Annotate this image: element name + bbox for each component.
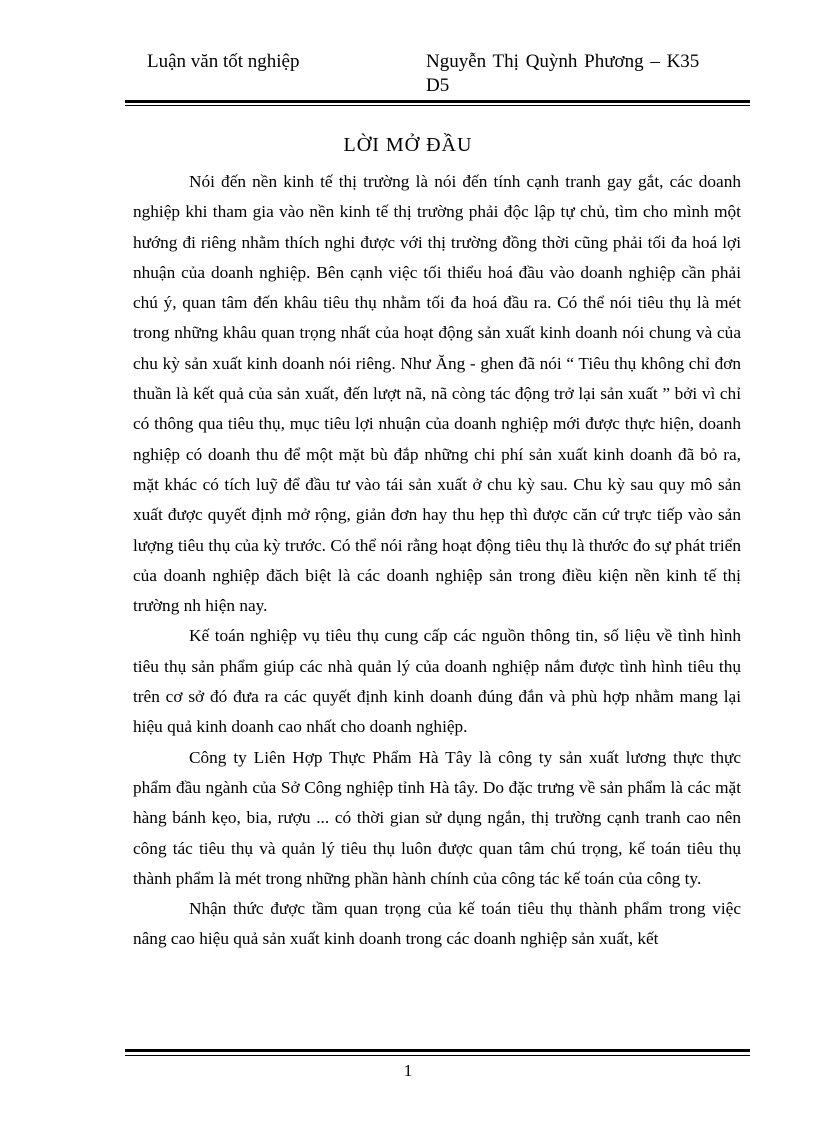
header-rule-thin (125, 105, 750, 106)
footer-rule-thin (125, 1055, 750, 1056)
header-author-line1: Nguyễn Thị Quỳnh Phương – K35 (426, 51, 700, 72)
page-number: 1 (403, 1061, 413, 1080)
page-title: LỜI MỞ ĐẦU (343, 134, 473, 156)
body-paragraph-4: Nhận thức được tầm quan trọng của kế toán tiêu thụ thành phẩm trong việc nâng cao hiệu quả sản xuất kinh doanh trong các doanh nghiệp sản xuất, kết (133, 899, 741, 949)
header-author (426, 50, 736, 98)
body-paragraph-2: Kế toán nghiệp vụ tiêu thụ cung cấp các nguồn thông tin, số liệu về tình hình tiêu thụ sản phẩm giúp các nhà quản lý của doanh nghiệp nắm được tình hình tiêu thụ trên cơ sở đó đưa ra các quyết định kinh doanh đúng đắn và phù hợp nhằm mang lại hiệu quả kinh doanh cao nhất cho doanh nghiệp. (133, 626, 741, 737)
document-body (133, 167, 741, 955)
header-author-line2: D5 (426, 75, 450, 96)
body-paragraph-1: Nói đến nền kinh tế thị trường là nói đến tính cạnh tranh gay gắt, các doanh nghiệp khi tham gia vào nền kinh tế thị trường phải độc lập tự chủ, tìm cho mình một hướng đi riêng nhằm thích nghi được với thị trường đồng thời cũng phải tối đa hoá lợi nhuận của doanh nghiệp. Bên cạnh việc tối thiểu hoá đầu vào doanh nghiệp cần phải chú ý, quan tâm đến khâu tiêu thụ nhằm tối đa hoá đầu ra. Có thể nói tiêu thụ là mét trong những khâu quan trọng nhất của hoạt động sản xuất kinh doanh nói chung và của chu kỳ sản xuất kinh doanh nói riêng. Như Ăng - ghen đã nói “ Tiêu thụ không chỉ đơn thuần là kết quả của sản xuất, đến lượt nã, nã còng tác động trở lại sản xuất ” bởi vì chỉ có thông qua tiêu thụ, mục tiêu lợi nhuận của doanh nghiệp mới được thực hiện, doanh nghiệp có doanh thu để một mặt bù đắp những chi phí sản xuất kinh doanh đã bỏ ra, mặt khác có tích luỹ để đầu tư vào tái sản xuất ở chu kỳ sau. Chu kỳ sau quy mô sản xuất được quyết định mở rộng, giản đơn hay thu hẹp thì được căn cứ trực tiếp vào sản lượng tiêu thụ của kỳ trước. Có thể nói rằng hoạt động tiêu thụ là thước đo sự phát triển của doanh nghiệp đăch biệt là các doanh nghiệp sản trong điều kiện nền kinh tế thị trường nh hiện nay. (133, 172, 741, 616)
header-thesis-label: Luận văn tốt nghiệp (147, 51, 300, 72)
header-rule-thick (125, 100, 750, 103)
body-paragraph-3: Công ty Liên Hợp Thực Phẩm Hà Tây là công ty sản xuất lương thực thực phẩm đầu ngành của Sở Công nghiệp tỉnh Hà tây. Do đặc trưng về sản phẩm là các mặt hàng bánh kẹo, bia, rượu ... có thời gian sử dụng ngắn, thị trường cạnh tranh cao nên công tác tiêu thụ và quản lý tiêu thụ luôn được quan tâm chú trọng, kế toán tiêu thụ thành phẩm là mét trong những phần hành chính của công tác kế toán của công ty. (133, 747, 741, 888)
footer-rule-thick (125, 1049, 750, 1052)
